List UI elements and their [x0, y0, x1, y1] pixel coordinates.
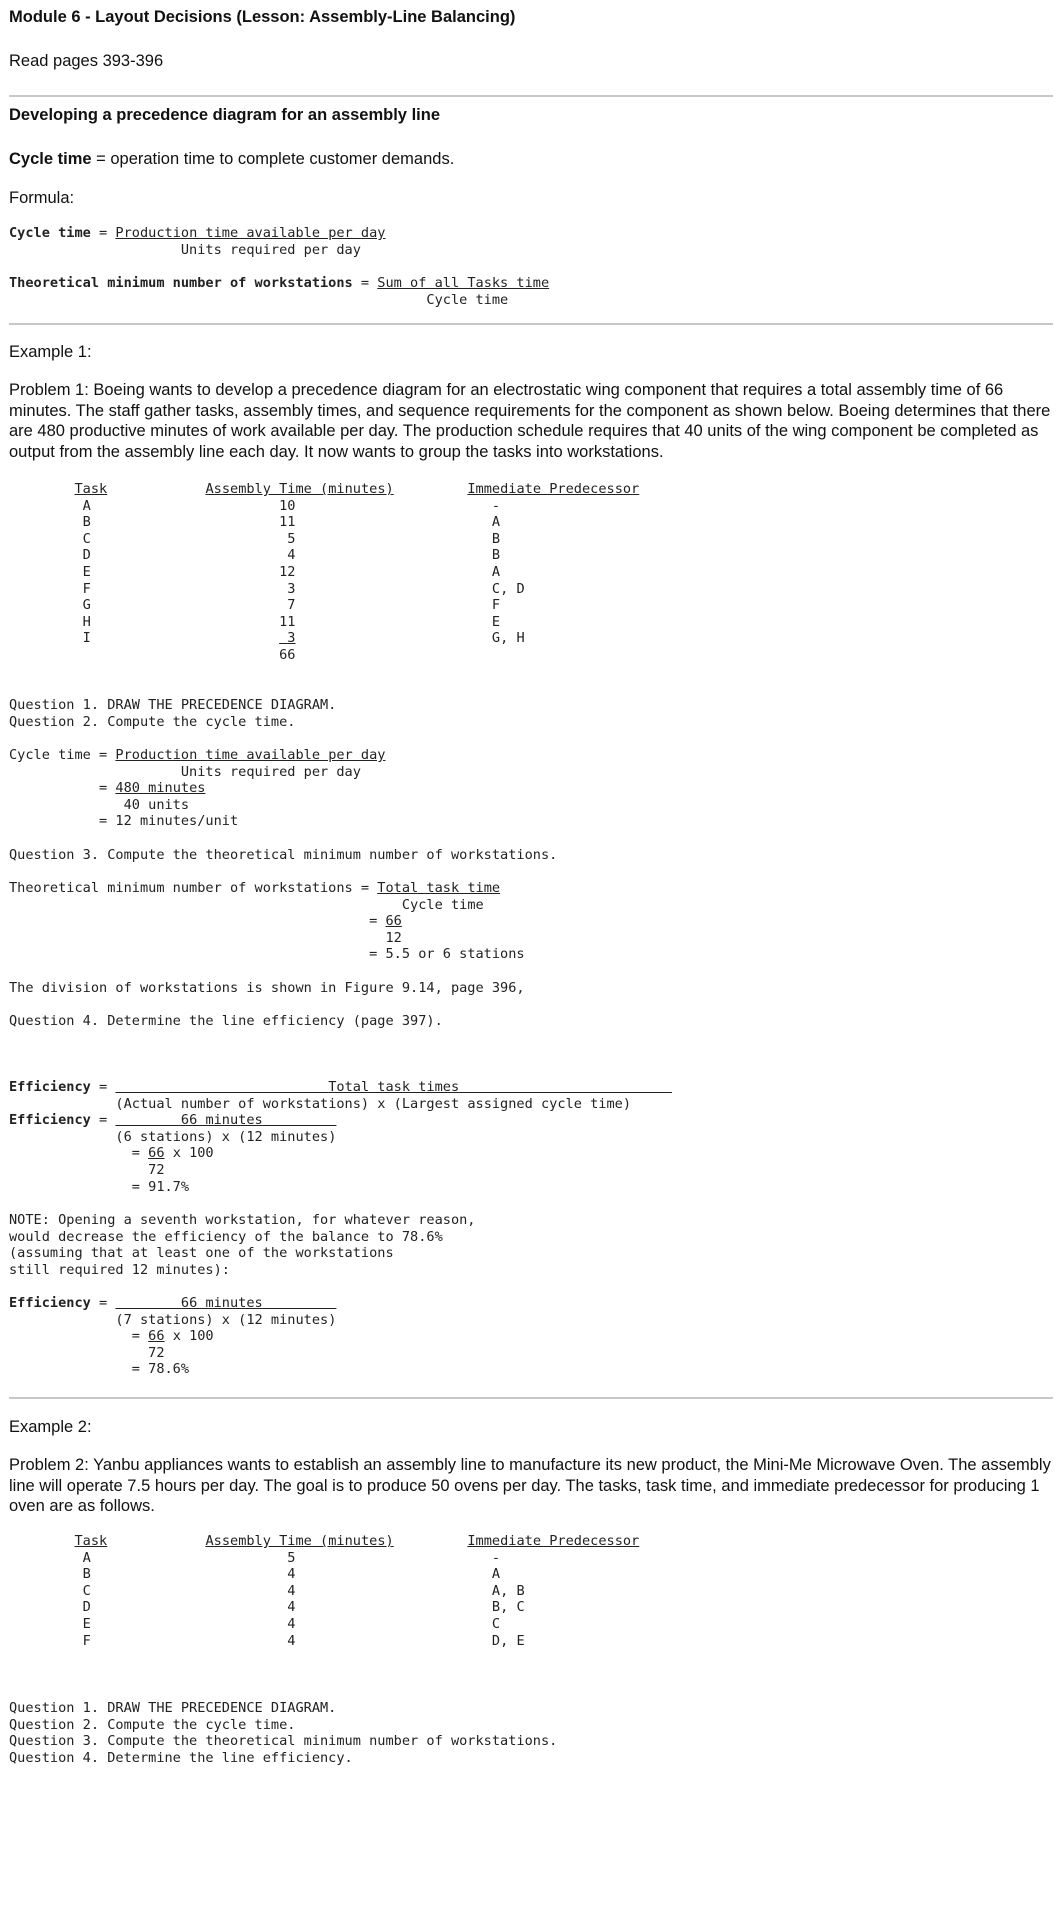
cycle-time-def-text: = operation time to complete customer demands.: [91, 150, 455, 168]
calc-denominator: Cycle time: [401, 896, 484, 913]
calc-sub-numerator: 480 minutes: [115, 780, 206, 797]
table-row: E 12 A: [82, 563, 501, 580]
calc-sub-numerator: 66: [148, 1328, 165, 1345]
calc-denominator: Units required per day: [180, 763, 361, 780]
calc-equals: =: [131, 1145, 149, 1162]
formula-workstations-label: Theoretical minimum number of workstations: [9, 275, 353, 291]
table-row: E 4 C: [82, 1615, 501, 1632]
calc-result: = 12 minutes/unit: [99, 813, 239, 830]
col-header-pred: Immediate Predecessor: [467, 1533, 640, 1549]
col-header-time: Assembly Time (minutes): [205, 1533, 394, 1549]
calc-equals: =: [90, 1295, 116, 1311]
table-row: C 5 B: [82, 530, 501, 547]
table-row: F 3 C, D: [82, 580, 525, 597]
calc-denominator: (Actual number of workstations) x (Largest assigned cycle time): [115, 1095, 632, 1112]
formula-cycle-label: Cycle time: [9, 225, 91, 241]
table-row: B 11 A: [82, 514, 501, 531]
problem-1-text: Problem 1: Boeing wants to develop a precedence diagram for an electrostatic wing component that requires a total assembly time of 66 minutes. The staff gather tasks, assembly times, and sequence requirements for the component as shown below. Boeing determines that there are 480 productive minutes of work available per day. The production schedule requires that 40 units of the wing component be completed as output from the assembly line each day. It now wants to group the tasks into workstations.: [9, 381, 1051, 461]
theoretical-min-calculation: [9, 880, 525, 963]
efficiency-label: Efficiency: [9, 1079, 91, 1095]
formula-equals: =: [352, 275, 378, 291]
formula-indent: [9, 292, 426, 308]
formula-indent: [9, 242, 181, 258]
calc-equals: =: [90, 1079, 116, 1095]
calc-equals: =: [369, 913, 386, 930]
example-1-label: Example 1:: [9, 343, 92, 361]
divider: [9, 1397, 1053, 1399]
question-3: Question 3. Compute the theoretical minimum number of workstations.: [9, 847, 558, 863]
cycle-time-term: Cycle time: [9, 150, 92, 168]
efficiency-label: Efficiency: [9, 1112, 91, 1129]
table-row: B 4 A: [82, 1566, 501, 1583]
table-row: D 4 B, C: [82, 1599, 525, 1616]
efficiency-label: Efficiency: [9, 1295, 91, 1311]
formula-denominator: Cycle time: [426, 291, 509, 308]
question-4: Question 4. Determine the line efficiency (page 397).: [9, 1013, 443, 1029]
question-2: Question 2. Compute the cycle time.: [9, 1716, 296, 1733]
table-row: A 10 -: [82, 497, 501, 514]
question-4: Question 4. Determine the line efficiency.: [9, 1749, 353, 1766]
module-title: Module 6 - Layout Decisions (Lesson: Assembly-Line Balancing): [9, 8, 516, 26]
calc-sub-denominator: 12: [385, 929, 402, 946]
table-row: A 5 -: [82, 1549, 501, 1566]
calc-sub-numerator: 66: [148, 1145, 165, 1162]
table-row: G 7 F: [82, 597, 501, 614]
divider: [9, 95, 1053, 97]
example-1-questions-1-2: [9, 697, 336, 730]
calc-numerator: Total task time: [377, 880, 501, 896]
calc-sub-denominator: 72: [148, 1161, 165, 1178]
table-total: 66: [279, 646, 296, 663]
formula-numerator: Production time available per day: [115, 225, 386, 241]
table-row: F 4 D, E: [82, 1632, 525, 1649]
col-header-task: Task: [74, 1533, 108, 1549]
example-1-task-table: [9, 481, 639, 664]
table-total-row: [9, 647, 295, 663]
calc-denominator: (6 stations) x (12 minutes): [115, 1128, 337, 1145]
calc-sub-denominator: 40 units: [123, 796, 190, 813]
cycle-time-definition: [9, 150, 454, 169]
col-header-pred: Immediate Predecessor: [467, 481, 640, 497]
formula-denominator: Units required per day: [180, 241, 361, 258]
example-2-label: Example 2:: [9, 1418, 92, 1436]
divider: [9, 323, 1053, 325]
col-header-task: Task: [74, 481, 108, 497]
calc-multiplier: x 100: [164, 1328, 214, 1345]
question-3: Question 3. Compute the theoretical minimum number of workstations.: [9, 1733, 558, 1750]
note-text: NOTE: Opening a seventh workstation, for whatever reason, would decrease the efficiency of the balance to 78.6% (assuming that at least one of the workstations still required 12 minutes):: [9, 1212, 476, 1278]
workstations-formula: [9, 275, 549, 308]
example-2-task-table: [9, 1533, 639, 1649]
read-pages-text: Read pages 393-396: [9, 52, 164, 70]
efficiency-7-stations-calculation: [9, 1295, 336, 1378]
calc-numerator: Total task times: [328, 1079, 460, 1095]
cycle-time-calculation: [9, 747, 385, 830]
calc-result: = 91.7%: [131, 1178, 190, 1195]
question-1: Question 1. DRAW THE PRECEDENCE DIAGRAM.: [9, 697, 337, 713]
calc-sub-numerator: 66: [385, 913, 402, 930]
calc-equals: =: [90, 1112, 116, 1129]
col-header-time: Assembly Time (minutes): [205, 481, 394, 497]
table-row: H 11 E: [82, 613, 501, 630]
calc-equals: =: [99, 780, 116, 797]
formula-label: Formula:: [9, 189, 75, 207]
calc-sub-denominator: 72: [148, 1344, 165, 1361]
calc-equals: =: [131, 1328, 149, 1345]
section-title: Developing a precedence diagram for an assembly line: [9, 106, 440, 124]
calc-result: = 78.6%: [131, 1361, 190, 1378]
calc-numerator: 66 minutes: [180, 1112, 263, 1129]
problem-2-text: Problem 2: Yanbu appliances wants to establish an assembly line to manufacture its new product, the Mini-Me Microwave Oven. The assembly line will operate 7.5 hours per day. The goal is to produce 50 ovens per day. The tasks, task time, and immediate predecessor for producing 1 oven are as follows.: [9, 1456, 1051, 1515]
division-text: The division of workstations is shown in Figure 9.14, page 396,: [9, 980, 525, 996]
cycle-time-formula: [9, 225, 385, 258]
formula-numerator: Sum of all Tasks time: [377, 275, 550, 291]
question-1: Question 1. DRAW THE PRECEDENCE DIAGRAM.: [9, 1700, 337, 1716]
efficiency-calculation: [9, 1079, 672, 1195]
table-row: D 4 B: [82, 547, 501, 564]
example-2-questions: [9, 1700, 557, 1766]
calc-denominator: (7 stations) x (12 minutes): [115, 1311, 337, 1328]
calc-numerator: Production time available per day: [115, 747, 386, 763]
formula-equals: =: [90, 225, 116, 241]
question-2: Question 2. Compute the cycle time.: [9, 713, 296, 730]
calc-numerator: 66 minutes: [180, 1295, 263, 1311]
calc-result: = 5.5 or 6 stations: [369, 946, 525, 963]
calc-label: Theoretical minimum number of workstations =: [9, 880, 378, 896]
table-row: I 3 G, H: [82, 630, 525, 647]
calc-label: Cycle time =: [9, 747, 116, 763]
calc-multiplier: x 100: [164, 1145, 214, 1162]
table-row: C 4 A, B: [82, 1582, 525, 1599]
